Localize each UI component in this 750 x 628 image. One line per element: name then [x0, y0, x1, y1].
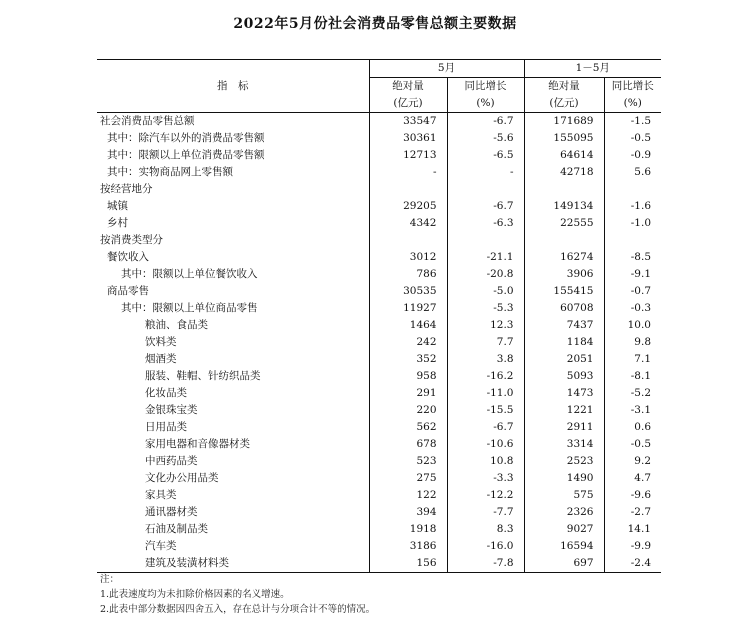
cell-ytd-abs: 64614: [524, 147, 604, 164]
table-row: [97, 487, 661, 504]
row-label: 按经营地分: [100, 183, 153, 195]
cell-may-abs: 30535: [369, 283, 447, 300]
cell-ytd-abs: 155095: [524, 130, 604, 147]
cell-may-yoy: 7.7: [447, 334, 524, 351]
row-label: 金银珠宝类: [145, 404, 198, 416]
cell-ytd-abs: 2326: [524, 504, 604, 521]
cell-may-yoy: [447, 181, 524, 198]
cell-may-yoy: -10.6: [447, 436, 524, 453]
table-body: [97, 113, 661, 573]
cell-ytd-abs: [524, 181, 604, 198]
cell-may-abs: 275: [369, 470, 447, 487]
cell-may-abs: [369, 181, 447, 198]
cell-ytd-abs: 171689: [524, 113, 604, 131]
cell-may-abs: 678: [369, 436, 447, 453]
table-row: [97, 351, 661, 368]
cell-may-abs: 523: [369, 453, 447, 470]
table-row: [97, 453, 661, 470]
cell-may-yoy: -6.7: [447, 113, 524, 131]
cell-ytd-abs: 1184: [524, 334, 604, 351]
cell-ytd-yoy: -8.5: [604, 249, 661, 266]
row-label: 石油及制品类: [145, 523, 208, 535]
cell-may-yoy: -6.7: [447, 198, 524, 215]
col-header-ytd-yoy: 同比增长 (%): [604, 78, 661, 113]
cell-ytd-yoy: -2.7: [604, 504, 661, 521]
cell-may-yoy: -15.5: [447, 402, 524, 419]
cell-may-abs: [369, 232, 447, 249]
cell-ytd-abs: 2523: [524, 453, 604, 470]
row-label: 城镇: [107, 200, 128, 212]
period-header-jan-may: 1－5月: [524, 60, 661, 78]
cell-may-abs: 220: [369, 402, 447, 419]
cell-ytd-abs: 697: [524, 555, 604, 573]
cell-ytd-yoy: -9.9: [604, 538, 661, 555]
cell-ytd-abs: 5093: [524, 368, 604, 385]
row-label: 家用电器和音像器材类: [145, 438, 250, 450]
row-label: 商品零售: [107, 285, 149, 297]
table-row: [97, 249, 661, 266]
table-row: [97, 147, 661, 164]
table-row: [97, 368, 661, 385]
cell-may-yoy: -7.7: [447, 504, 524, 521]
row-label: 社会消费品零售总额: [100, 115, 195, 127]
cell-ytd-abs: 16594: [524, 538, 604, 555]
row-label: 饮料类: [145, 336, 177, 348]
cell-ytd-yoy: -0.5: [604, 130, 661, 147]
cell-may-abs: 11927: [369, 300, 447, 317]
cell-may-abs: 122: [369, 487, 447, 504]
footnotes: [100, 572, 375, 617]
cell-ytd-yoy: -5.2: [604, 385, 661, 402]
table-row: [97, 164, 661, 181]
table-row: [97, 317, 661, 334]
cell-ytd-yoy: 4.7: [604, 470, 661, 487]
cell-may-yoy: -6.5: [447, 147, 524, 164]
row-label: 其中：限额以上单位商品零售: [121, 302, 258, 314]
cell-ytd-abs: [524, 232, 604, 249]
cell-may-yoy: -5.3: [447, 300, 524, 317]
cell-may-abs: 12713: [369, 147, 447, 164]
cell-ytd-yoy: -2.4: [604, 555, 661, 573]
cell-ytd-abs: 9027: [524, 521, 604, 538]
cell-may-yoy: 3.8: [447, 351, 524, 368]
col-header-ytd-abs: 绝对量 (亿元): [524, 78, 604, 113]
row-label: 其中：除汽车以外的消费品零售额: [107, 132, 265, 144]
row-label: 其中：限额以上单位消费品零售额: [107, 149, 265, 161]
cell-ytd-yoy: -9.6: [604, 487, 661, 504]
cell-ytd-yoy: -8.1: [604, 368, 661, 385]
table-row: [97, 215, 661, 232]
table-row: [97, 283, 661, 300]
col-header-may-yoy: 同比增长 (%): [447, 78, 524, 113]
cell-may-yoy: -5.0: [447, 283, 524, 300]
cell-may-abs: 33547: [369, 113, 447, 131]
cell-ytd-abs: 3314: [524, 436, 604, 453]
row-label: 化妆品类: [145, 387, 187, 399]
cell-may-abs: 156: [369, 555, 447, 573]
col-header-may-abs: 绝对量 (亿元): [369, 78, 447, 113]
period-header-may: 5月: [369, 60, 524, 78]
retail-sales-table: [97, 59, 661, 573]
cell-ytd-yoy: -0.9: [604, 147, 661, 164]
cell-may-yoy: 12.3: [447, 317, 524, 334]
cell-ytd-yoy: 0.6: [604, 419, 661, 436]
table-row: [97, 402, 661, 419]
row-label: 餐饮收入: [107, 251, 149, 263]
page-title: 2022年5月份社会消费品零售总额主要数据: [233, 16, 517, 32]
cell-may-abs: 958: [369, 368, 447, 385]
cell-may-yoy: 8.3: [447, 521, 524, 538]
cell-ytd-yoy: [604, 181, 661, 198]
cell-ytd-yoy: -1.6: [604, 198, 661, 215]
cell-may-yoy: -21.1: [447, 249, 524, 266]
cell-may-abs: -: [369, 164, 447, 181]
cell-may-yoy: -6.7: [447, 419, 524, 436]
cell-ytd-yoy: -0.3: [604, 300, 661, 317]
indicator-header: 指 标: [97, 60, 369, 113]
cell-ytd-yoy: -0.7: [604, 283, 661, 300]
cell-ytd-abs: 16274: [524, 249, 604, 266]
cell-ytd-abs: 149134: [524, 198, 604, 215]
cell-may-yoy: -5.6: [447, 130, 524, 147]
cell-may-abs: 242: [369, 334, 447, 351]
cell-may-abs: 29205: [369, 198, 447, 215]
cell-ytd-yoy: [604, 232, 661, 249]
cell-ytd-abs: 3906: [524, 266, 604, 283]
row-label: 服装、鞋帽、针纺织品类: [145, 370, 261, 382]
table-row: [97, 334, 661, 351]
table-row: [97, 521, 661, 538]
cell-ytd-abs: 7437: [524, 317, 604, 334]
cell-ytd-yoy: 9.8: [604, 334, 661, 351]
cell-may-yoy: -11.0: [447, 385, 524, 402]
row-label: 乡村: [107, 217, 128, 229]
table-row: [97, 113, 661, 131]
cell-may-yoy: -20.8: [447, 266, 524, 283]
cell-ytd-abs: 1473: [524, 385, 604, 402]
cell-may-yoy: -: [447, 164, 524, 181]
cell-may-abs: 1464: [369, 317, 447, 334]
table-row: [97, 300, 661, 317]
row-label: 烟酒类: [145, 353, 177, 365]
cell-ytd-yoy: -0.5: [604, 436, 661, 453]
cell-ytd-abs: 1490: [524, 470, 604, 487]
cell-may-yoy: -16.2: [447, 368, 524, 385]
row-label: 日用品类: [145, 421, 187, 433]
row-label: 其中：限额以上单位餐饮收入: [121, 268, 258, 280]
header-row-period: [97, 60, 661, 78]
cell-may-abs: 562: [369, 419, 447, 436]
cell-ytd-yoy: 5.6: [604, 164, 661, 181]
cell-may-abs: 786: [369, 266, 447, 283]
table-row: [97, 436, 661, 453]
row-label: 通讯器材类: [145, 506, 198, 518]
footnote-2: 2.此表中部分数据因四舍五入，存在总计与分项合计不等的情况。: [100, 604, 376, 615]
footnote-heading: 注：: [100, 574, 120, 585]
row-label: 中西药品类: [145, 455, 198, 467]
cell-may-yoy: -16.0: [447, 538, 524, 555]
footnote-1: 1.此表速度均为未扣除价格因素的名义增速。: [100, 589, 290, 600]
cell-ytd-abs: 1221: [524, 402, 604, 419]
row-label: 粮油、食品类: [145, 319, 208, 331]
table-row: [97, 130, 661, 147]
cell-ytd-yoy: -3.1: [604, 402, 661, 419]
cell-ytd-abs: 155415: [524, 283, 604, 300]
cell-ytd-abs: 575: [524, 487, 604, 504]
table-row: [97, 266, 661, 283]
cell-may-abs: 3012: [369, 249, 447, 266]
cell-ytd-abs: 2911: [524, 419, 604, 436]
cell-may-abs: 3186: [369, 538, 447, 555]
cell-may-abs: 394: [369, 504, 447, 521]
table-row: [97, 181, 661, 198]
cell-ytd-abs: 60708: [524, 300, 604, 317]
table-row: [97, 555, 661, 573]
row-label: 按消费类型分: [100, 234, 163, 246]
table-row: [97, 385, 661, 402]
row-label: 建筑及装潢材料类: [97, 555, 369, 573]
cell-ytd-yoy: -1.0: [604, 215, 661, 232]
table-row: [97, 419, 661, 436]
cell-may-abs: 352: [369, 351, 447, 368]
row-label: 汽车类: [145, 540, 177, 552]
cell-ytd-yoy: 10.0: [604, 317, 661, 334]
cell-may-abs: 30361: [369, 130, 447, 147]
cell-ytd-yoy: -1.5: [604, 113, 661, 131]
row-label: 文化办公用品类: [145, 472, 219, 484]
cell-may-abs: 1918: [369, 521, 447, 538]
row-label: 其中：实物商品网上零售额: [107, 166, 233, 178]
cell-may-yoy: [447, 232, 524, 249]
cell-ytd-yoy: 9.2: [604, 453, 661, 470]
row-label: 家具类: [145, 489, 177, 501]
cell-ytd-abs: 2051: [524, 351, 604, 368]
cell-may-yoy: -3.3: [447, 470, 524, 487]
cell-ytd-abs: 42718: [524, 164, 604, 181]
table-row: [97, 198, 661, 215]
table-row: [97, 538, 661, 555]
cell-ytd-yoy: 14.1: [604, 521, 661, 538]
table-row: [97, 504, 661, 521]
cell-may-yoy: -7.8: [447, 555, 524, 573]
cell-may-yoy: -12.2: [447, 487, 524, 504]
cell-ytd-yoy: 7.1: [604, 351, 661, 368]
cell-may-yoy: -6.3: [447, 215, 524, 232]
table-row: [97, 232, 661, 249]
cell-ytd-yoy: -9.1: [604, 266, 661, 283]
cell-may-yoy: 10.8: [447, 453, 524, 470]
cell-may-abs: 291: [369, 385, 447, 402]
table-row: [97, 470, 661, 487]
cell-may-abs: 4342: [369, 215, 447, 232]
cell-ytd-abs: 22555: [524, 215, 604, 232]
